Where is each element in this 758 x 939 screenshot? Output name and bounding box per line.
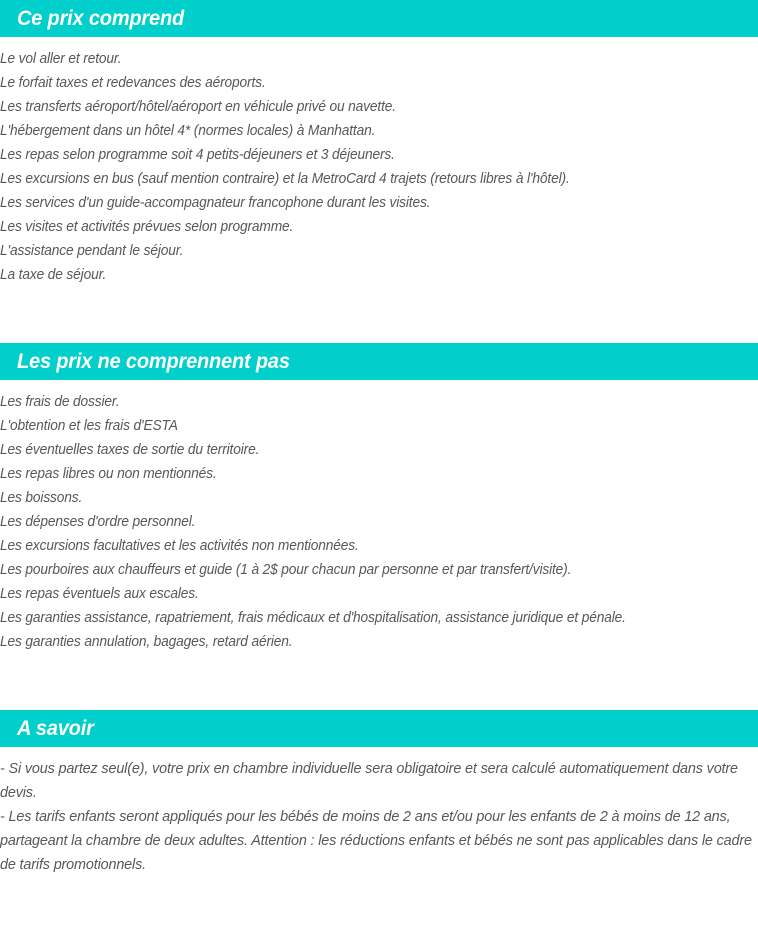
section-title-excluded: Les prix ne comprennent pas [17,348,290,373]
section-body-included [0,47,758,287]
list-item: L'assistance pendant le séjour. [0,243,184,259]
section-header-excluded [0,343,758,380]
list-item: Les éventuelles taxes de sortie du territoire. [0,442,260,458]
section-header-notes [0,710,758,747]
list-item: Les repas libres ou non mentionnés. [0,466,217,482]
list-item: La taxe de séjour. [0,267,107,283]
list-item: L'hébergement dans un hôtel 4* (normes locales) à Manhattan. [0,123,376,139]
section-body-excluded [0,390,758,654]
list-item: Les frais de dossier. [0,394,120,410]
list-item: Les excursions en bus (sauf mention contraire) et la MetroCard 4 trajets (retours libres à l'hôtel). [0,171,570,187]
list-item: Les repas éventuels aux escales. [0,586,199,602]
list-item: Les garanties annulation, bagages, retard aérien. [0,634,293,650]
note-paragraph: - Si vous partez seul(e), votre prix en chambre individuelle sera obligatoire et sera calculé automatiquement dans votre devis. [0,761,738,801]
section-header-included [0,0,758,37]
list-item: Les visites et activités prévues selon programme. [0,219,294,235]
section-body-notes [0,757,758,877]
list-item: Le forfait taxes et redevances des aéroports. [0,75,266,91]
list-item: Les services d'un guide-accompagnateur francophone durant les visites. [0,195,431,211]
list-item: Les boissons. [0,490,83,506]
note-paragraph: - Les tarifs enfants seront appliqués pour les bébés de moins de 2 ans et/ou pour les enfants de 2 à moins de 12 ans, partageant la chambre de deux adultes. Attention : les réductions enfants et bébés ne sont pas applicables dans le cadre de tarifs promotionnels. [0,809,752,873]
list-item: Les repas selon programme soit 4 petits-déjeuners et 3 déjeuners. [0,147,395,163]
list-item: Les garanties assistance, rapatriement, frais médicaux et d'hospitalisation, assistance juridique et pénale. [0,610,626,626]
list-item: L'obtention et les frais d'ESTA [0,418,178,434]
list-item: Les excursions facultatives et les activités non mentionnées. [0,538,359,554]
list-item: Les pourboires aux chauffeurs et guide (1 à 2$ pour chacun par personne et par transfert/visite). [0,562,572,578]
list-item: Les transferts aéroport/hôtel/aéroport en véhicule privé ou navette. [0,99,396,115]
section-title-included: Ce prix comprend [17,5,185,30]
section-title-notes: A savoir [17,715,94,740]
list-item: Le vol aller et retour. [0,51,122,67]
list-item: Les dépenses d'ordre personnel. [0,514,196,530]
